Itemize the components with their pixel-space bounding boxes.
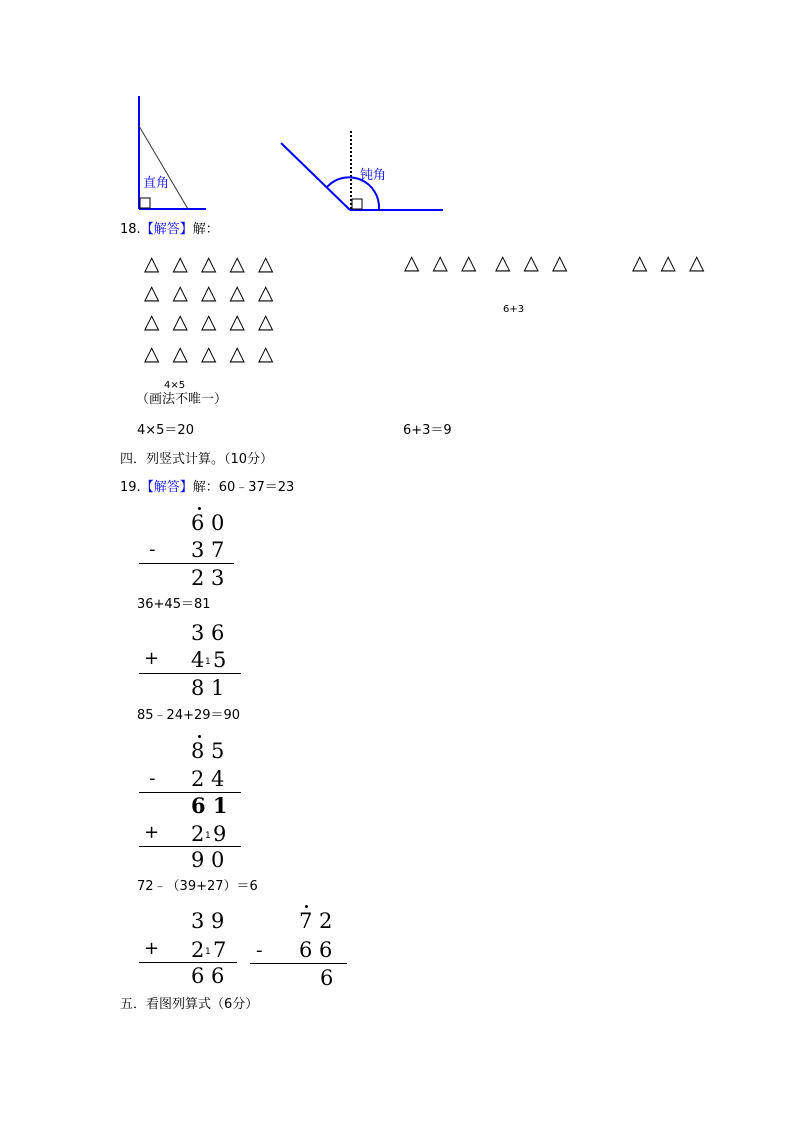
borrow-dot [305, 905, 308, 908]
calc3-mid-2-b: 9 [213, 822, 227, 846]
calc2-result: 8 1 [191, 676, 225, 700]
triangle-icon: △ [523, 250, 539, 274]
triangle-icon: △ [144, 309, 160, 333]
calc1-result: 2 3 [191, 566, 225, 590]
triangle-icon: △ [229, 341, 245, 365]
equation-left: 4×5＝20 [137, 423, 194, 438]
angle-figures [0, 0, 794, 220]
q19-eq4: 72﹣（39+27）＝6 [137, 879, 258, 894]
calc3-operator-2: + [144, 822, 160, 843]
triangle-icon: △ [258, 251, 274, 275]
calc3-mid-1: 2 4 [191, 767, 225, 791]
triangle-icon: △ [201, 251, 217, 275]
triangle-icon: △ [689, 250, 705, 274]
calc2-operator: + [144, 648, 160, 669]
triangle-icon: △ [201, 309, 217, 333]
calc4b-top: 7 2 [299, 909, 333, 933]
calc3-mid-2-a: 2 [191, 822, 205, 846]
triangle-row [144, 310, 287, 332]
triangle-icon: △ [229, 309, 245, 333]
calc4a-line [139, 962, 237, 963]
calc4a-carry: 1 [205, 947, 211, 957]
triangle-icon: △ [552, 250, 568, 274]
triangle-icon: △ [229, 251, 245, 275]
calc4b-mid: 6 6 [299, 938, 333, 962]
right-angle-figure [139, 96, 206, 209]
q18-heading: 18.【解答】解： [120, 222, 219, 237]
triangle-icon: △ [144, 280, 160, 304]
borrow-dot [198, 735, 201, 738]
calc2-top: 3 6 [191, 621, 225, 645]
calc4a-mid-a: 2 [191, 938, 205, 962]
triangle-row [144, 342, 287, 364]
grid-note: （画法不唯一） [136, 392, 228, 407]
triangle-icon: △ [172, 341, 188, 365]
calc4a-result: 6 6 [191, 964, 225, 988]
calc4b-operator: - [256, 940, 263, 961]
triangle-icon: △ [258, 280, 274, 304]
groups-label: 6+3 [503, 304, 525, 315]
triangle-icon: △ [404, 250, 420, 274]
calc4a-mid-b: 7 [213, 938, 227, 962]
triangle-icon: △ [201, 341, 217, 365]
q19-eq3: 85﹣24+29＝90 [137, 708, 241, 723]
calc1-top: 6 0 [191, 511, 225, 535]
grid-label: 4×5 [164, 380, 186, 391]
calc3-res-1: 6 1 [191, 793, 228, 818]
calc2-mid-b: 5 [213, 648, 227, 672]
right-angle-label: 直角 [143, 176, 170, 191]
triangle-icon: △ [461, 250, 477, 274]
calc4a-top: 3 9 [191, 909, 225, 933]
triangle-icon: △ [201, 280, 217, 304]
calc3-line-2 [139, 846, 241, 847]
triangle-icon: △ [432, 250, 448, 274]
calc2-line [139, 673, 241, 674]
calc4b-line [250, 963, 347, 964]
triangle-icon: △ [495, 250, 511, 274]
calc3-operator-1: - [149, 768, 156, 789]
section4-heading: 四．列竖式计算。（10分） [120, 452, 274, 467]
calc4a-operator: + [144, 938, 160, 959]
calc1-operator: - [149, 539, 156, 560]
triangle-icon: △ [258, 309, 274, 333]
triangle-icon: △ [144, 341, 160, 365]
calc3-result: 9 0 [191, 848, 225, 872]
triangle-icon: △ [172, 251, 188, 275]
triangle-icon: △ [229, 280, 245, 304]
triangle-icon: △ [172, 309, 188, 333]
calc1-line [139, 563, 234, 564]
borrow-dot [198, 507, 201, 510]
q19-heading: 19.【解答】解：60﹣37＝23 [120, 480, 295, 495]
triangle-group-three [632, 251, 718, 273]
calc1-mid: 3 7 [191, 538, 225, 562]
triangle-icon: △ [660, 250, 676, 274]
triangle-row [144, 252, 287, 274]
calc3-top: 8 5 [191, 739, 225, 763]
triangle-icon: △ [258, 341, 274, 365]
triangle-icon: △ [172, 280, 188, 304]
triangle-icon: △ [144, 251, 160, 275]
calc4b-result: 6 [320, 966, 334, 990]
triangle-group-six [404, 251, 581, 273]
calc2-carry: 1 [205, 657, 211, 667]
equation-right: 6+3＝9 [403, 423, 452, 438]
triangle-row [144, 281, 287, 303]
calc3-carry: 1 [205, 831, 211, 841]
section5-heading: 五．看图列算式（6分） [120, 997, 259, 1012]
triangle-icon: △ [632, 250, 648, 274]
q19-eq2: 36+45＝81 [137, 597, 211, 612]
obtuse-angle-label: 钝角 [360, 168, 387, 183]
calc2-mid-a: 4 [191, 648, 205, 672]
